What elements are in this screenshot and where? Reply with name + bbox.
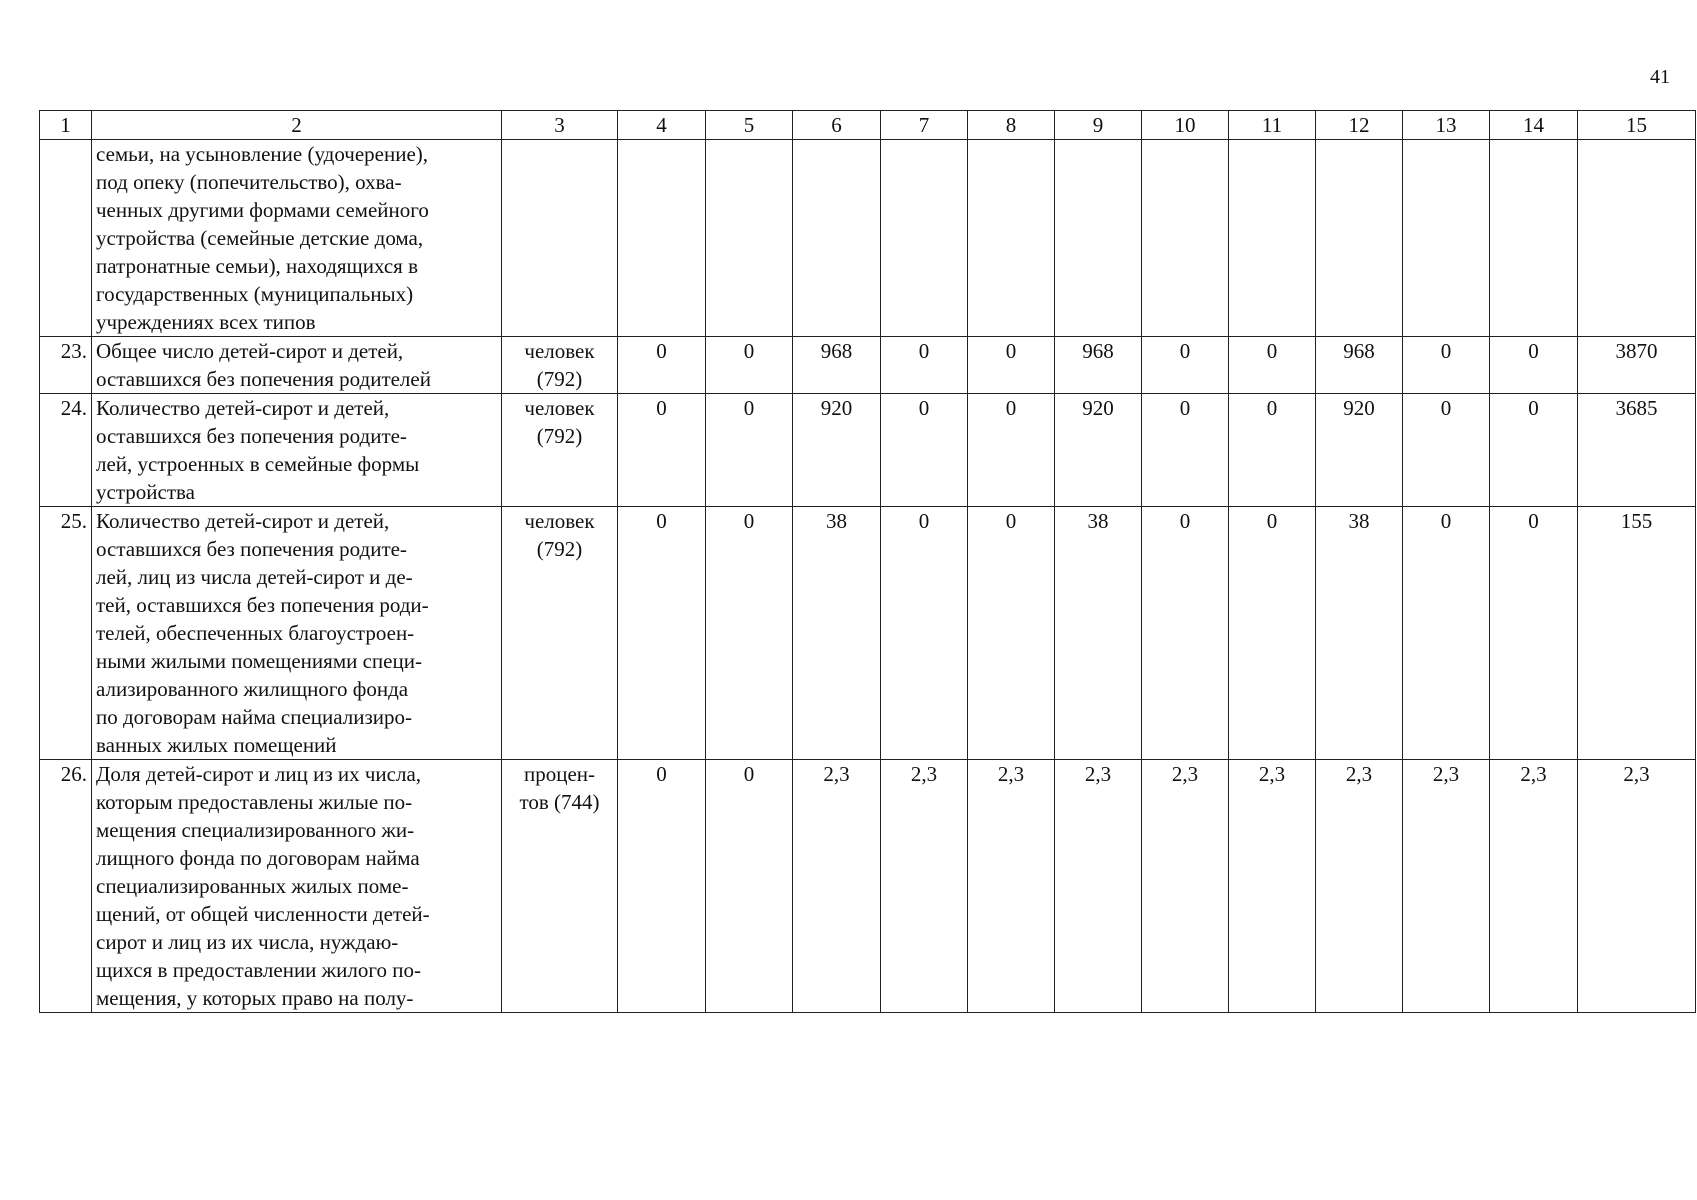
description-line: мещения специализированного жи- [96, 818, 415, 842]
column-number-1: 1 [40, 111, 92, 140]
unit-line: (792) [536, 537, 583, 561]
description-line: Доля детей-сирот и лиц из их числа, [96, 762, 422, 786]
description-line: лищного фонда по договорам найма [96, 846, 420, 870]
value-cell-col-4: 0 [618, 507, 706, 760]
value-cell-col-13: 0 [1403, 507, 1490, 760]
value-cell-col-10: 2,3 [1142, 760, 1229, 1013]
value-cell-col-6: 2,3 [793, 760, 881, 1013]
value-cell-col-14: 0 [1490, 337, 1578, 394]
unit-line: (792) [536, 367, 583, 391]
description-line: щений, от общей численности детей- [96, 902, 430, 926]
value-cell-col-7: 2,3 [881, 760, 968, 1013]
description-line: лей, устроенных в семейные формы [96, 452, 420, 476]
description-line: Количество детей-сирот и детей, [96, 396, 390, 420]
unit-line: (792) [536, 424, 583, 448]
value-cell-col-8 [968, 140, 1055, 337]
unit-of-measure [502, 760, 618, 1013]
description-line: щихся в предоставлении жилого по- [96, 958, 421, 982]
value-cell-col-13: 0 [1403, 337, 1490, 394]
column-number-10: 10 [1142, 111, 1229, 140]
table-row [40, 140, 1696, 337]
description-line: Количество детей-сирот и детей, [96, 509, 390, 533]
table-row [40, 337, 1696, 394]
value-cell-col-4: 0 [618, 760, 706, 1013]
value-cell-col-12: 38 [1316, 507, 1403, 760]
column-number-4: 4 [618, 111, 706, 140]
value-cell-col-6 [793, 140, 881, 337]
value-cell-col-9: 920 [1055, 394, 1142, 507]
unit-line: тов (744) [519, 790, 600, 814]
value-cell-col-9: 968 [1055, 337, 1142, 394]
row-number: 25. [40, 507, 92, 760]
value-cell-col-11 [1229, 140, 1316, 337]
column-number-9: 9 [1055, 111, 1142, 140]
row-number: 24. [40, 394, 92, 507]
description-line: лей, лиц из числа детей-сирот и де- [96, 565, 413, 589]
description-line: государственных (муниципальных) [96, 282, 414, 306]
description-line: мещения, у которых право на полу- [96, 986, 414, 1010]
description-line: патронатные семьи), находящихся в [96, 254, 419, 278]
value-cell-col-15 [1578, 140, 1696, 337]
description-line: ными жилыми помещениями специ- [96, 649, 422, 673]
indicator-description [92, 760, 502, 1013]
value-cell-col-4: 0 [618, 337, 706, 394]
value-cell-col-4 [618, 140, 706, 337]
unit-of-measure [502, 337, 618, 394]
value-cell-col-10 [1142, 140, 1229, 337]
value-cell-col-7: 0 [881, 507, 968, 760]
table-body [40, 111, 1696, 1013]
value-cell-col-6: 38 [793, 507, 881, 760]
value-cell-col-6: 968 [793, 337, 881, 394]
value-cell-col-8: 2,3 [968, 760, 1055, 1013]
description-line: сирот и лиц из их числа, нуждаю- [96, 930, 399, 954]
table-row [40, 760, 1696, 1013]
description-line: телей, обеспеченных благоустроен- [96, 621, 415, 645]
column-number-11: 11 [1229, 111, 1316, 140]
value-cell-col-10: 0 [1142, 394, 1229, 507]
indicator-description [92, 140, 502, 337]
value-cell-col-12: 920 [1316, 394, 1403, 507]
column-number-5: 5 [706, 111, 793, 140]
value-cell-col-11: 0 [1229, 507, 1316, 760]
description-line: которым предоставлены жилые по- [96, 790, 413, 814]
value-cell-col-8: 0 [968, 507, 1055, 760]
value-cell-col-15: 2,3 [1578, 760, 1696, 1013]
description-line: оставшихся без попечения родителей [96, 367, 431, 391]
value-cell-col-13 [1403, 140, 1490, 337]
value-cell-col-10: 0 [1142, 337, 1229, 394]
value-cell-col-7: 0 [881, 394, 968, 507]
value-cell-col-7 [881, 140, 968, 337]
value-cell-col-15: 3685 [1578, 394, 1696, 507]
indicator-description [92, 507, 502, 760]
description-line: тей, оставшихся без попечения роди- [96, 593, 429, 617]
description-line: Общее число детей-сирот и детей, [96, 339, 404, 363]
indicator-description [92, 337, 502, 394]
value-cell-col-9: 38 [1055, 507, 1142, 760]
value-cell-col-12: 2,3 [1316, 760, 1403, 1013]
value-cell-col-11: 0 [1229, 337, 1316, 394]
row-number [40, 140, 92, 337]
value-cell-col-5 [706, 140, 793, 337]
column-number-12: 12 [1316, 111, 1403, 140]
row-number: 26. [40, 760, 92, 1013]
unit-line: человек [524, 509, 595, 533]
row-number: 23. [40, 337, 92, 394]
value-cell-col-4: 0 [618, 394, 706, 507]
value-cell-col-14: 2,3 [1490, 760, 1578, 1013]
unit-line: человек [524, 396, 595, 420]
value-cell-col-8: 0 [968, 394, 1055, 507]
description-line: устройства (семейные детские дома, [96, 226, 424, 250]
description-line: оставшихся без попечения родите- [96, 424, 407, 448]
value-cell-col-8: 0 [968, 337, 1055, 394]
value-cell-col-15: 3870 [1578, 337, 1696, 394]
column-number-2: 2 [92, 111, 502, 140]
value-cell-col-11: 2,3 [1229, 760, 1316, 1013]
value-cell-col-5: 0 [706, 760, 793, 1013]
value-cell-col-9: 2,3 [1055, 760, 1142, 1013]
description-line: оставшихся без попечения родите- [96, 537, 407, 561]
value-cell-col-14: 0 [1490, 507, 1578, 760]
description-line: ализированного жилищного фонда [96, 677, 409, 701]
column-number-7: 7 [881, 111, 968, 140]
description-line: учреждениях всех типов [96, 310, 316, 334]
value-cell-col-9 [1055, 140, 1142, 337]
value-cell-col-14 [1490, 140, 1578, 337]
value-cell-col-12 [1316, 140, 1403, 337]
description-line: устройства [96, 480, 195, 504]
column-number-8: 8 [968, 111, 1055, 140]
value-cell-col-6: 920 [793, 394, 881, 507]
unit-of-measure [502, 394, 618, 507]
indicator-description [92, 394, 502, 507]
description-line: семьи, на усыновление (удочерение), [96, 142, 429, 166]
value-cell-col-5: 0 [706, 337, 793, 394]
table-row [40, 394, 1696, 507]
column-number-15: 15 [1578, 111, 1696, 140]
table-row [40, 507, 1696, 760]
column-number-13: 13 [1403, 111, 1490, 140]
value-cell-col-5: 0 [706, 394, 793, 507]
column-number-3: 3 [502, 111, 618, 140]
column-number-6: 6 [793, 111, 881, 140]
value-cell-col-7: 0 [881, 337, 968, 394]
description-line: специализированных жилых поме- [96, 874, 409, 898]
unit-of-measure [502, 140, 618, 337]
description-line: по договорам найма специализиро- [96, 705, 413, 729]
value-cell-col-13: 0 [1403, 394, 1490, 507]
description-line: ванных жилых помещений [96, 733, 337, 757]
page-number: 41 [1650, 66, 1670, 88]
unit-line: процен- [523, 762, 596, 786]
description-line: ченных другими формами семейного [96, 198, 429, 222]
value-cell-col-13: 2,3 [1403, 760, 1490, 1013]
indicators-table [39, 110, 1696, 1013]
value-cell-col-14: 0 [1490, 394, 1578, 507]
value-cell-col-10: 0 [1142, 507, 1229, 760]
unit-of-measure [502, 507, 618, 760]
unit-line: человек [524, 339, 595, 363]
value-cell-col-15: 155 [1578, 507, 1696, 760]
column-number-14: 14 [1490, 111, 1578, 140]
value-cell-col-5: 0 [706, 507, 793, 760]
value-cell-col-12: 968 [1316, 337, 1403, 394]
column-number-header-row [40, 111, 1696, 140]
value-cell-col-11: 0 [1229, 394, 1316, 507]
description-line: под опеку (попечительство), охва- [96, 170, 402, 194]
